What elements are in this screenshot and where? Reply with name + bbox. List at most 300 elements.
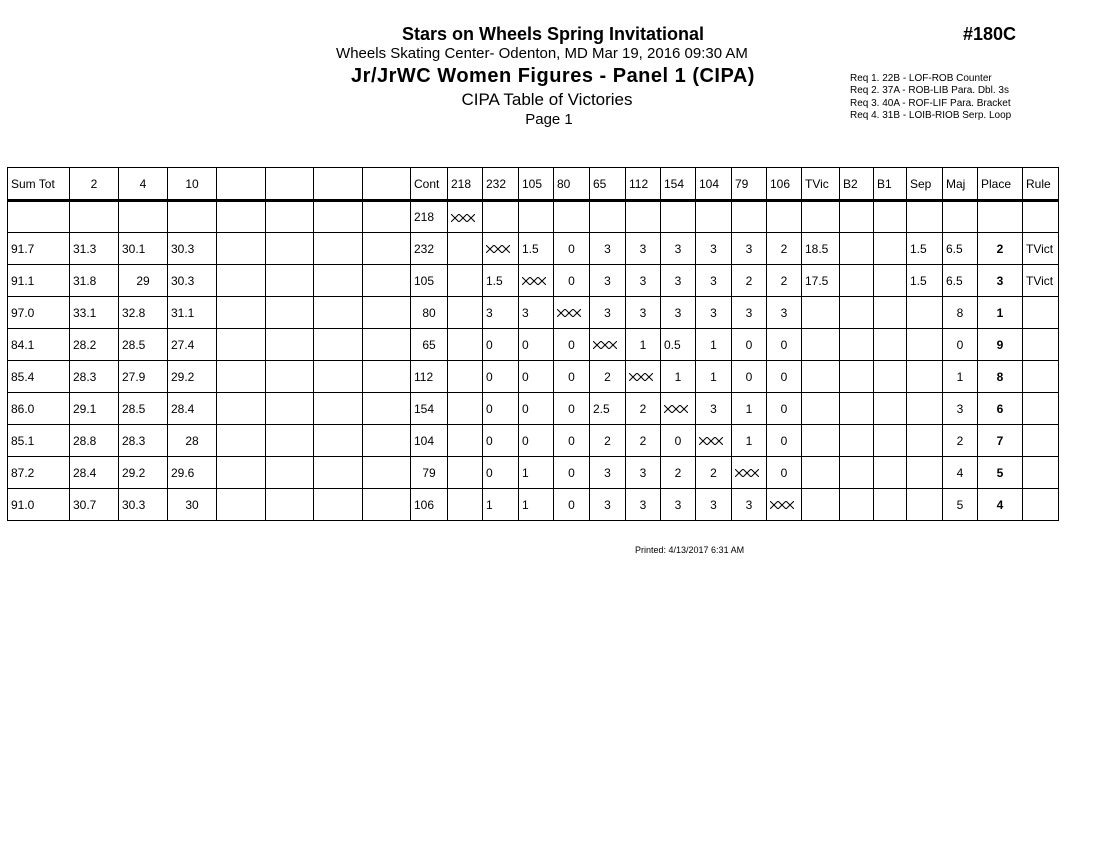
table-cell [363,265,411,297]
column-header: B2 [840,168,874,201]
table-cell [363,233,411,265]
table-cell [696,425,732,457]
self-cross-icon [664,405,688,413]
table-cell: 0 [554,265,590,297]
table-cell: 2 [626,393,661,425]
table-cell: 3 [626,457,661,489]
table-cell: 3 [696,265,732,297]
column-header: 10 [168,168,217,201]
table-cell [314,361,363,393]
table-cell [626,361,661,393]
self-cross-icon [486,245,510,253]
table-cell [767,201,802,233]
table-cell: 2 [943,425,978,457]
table-cell: 28.3 [119,425,168,457]
table-cell: 2 [732,265,767,297]
table-cell: 91.0 [8,489,70,521]
table-row [8,361,1059,393]
table-cell: 86.0 [8,393,70,425]
venue-date-line: Wheels Skating Center- Odenton, MD Mar 19, 2016 09:30 AM [336,45,748,62]
table-cell: 29.1 [70,393,119,425]
table-cell [874,265,907,297]
table-cell [448,201,483,233]
competition-title: Stars on Wheels Spring Invitational [401,24,705,44]
table-cell [314,457,363,489]
column-header: 218 [448,168,483,201]
header-row [8,168,1059,201]
table-cell [590,329,626,361]
table-cell [266,297,314,329]
table-cell [314,425,363,457]
table-cell [1023,457,1059,489]
table-cell: 97.0 [8,297,70,329]
table-cell [448,233,483,265]
table-cell: 0 [732,329,767,361]
table-cell: 0 [519,329,554,361]
table-cell: 0 [554,233,590,265]
table-cell: 6.5 [943,233,978,265]
column-header [266,168,314,201]
table-cell [840,265,874,297]
table-cell [363,201,411,233]
table-cell [874,361,907,393]
table-cell: 1.5 [519,233,554,265]
column-header: 65 [590,168,626,201]
table-cell: 28.4 [168,393,217,425]
table-cell: 3 [590,297,626,329]
table-cell [448,297,483,329]
table-cell [266,201,314,233]
column-header: Cont [411,168,448,201]
column-header: 104 [696,168,732,201]
report-subtitle: CIPA Table of Victories [461,90,633,109]
requirement-item: Req 1. 22B - LOF-ROB Counter [850,73,992,84]
self-cross-icon [770,501,794,509]
table-cell [217,201,266,233]
table-cell: 29 [119,265,168,297]
table-cell [448,265,483,297]
self-cross-icon [593,341,617,349]
table-cell: 1 [943,361,978,393]
table-cell [661,393,696,425]
table-cell: 31.3 [70,233,119,265]
table-cell: 30 [168,489,217,521]
table-cell: 4 [943,457,978,489]
table-cell: 2.5 [590,393,626,425]
table-cell [168,201,217,233]
table-cell: 0 [767,425,802,457]
table-cell: 80 [411,297,448,329]
place-cell: 1 [978,297,1023,329]
table-cell: 154 [411,393,448,425]
table-cell [840,489,874,521]
table-cell: 84.1 [8,329,70,361]
table-cell [119,201,168,233]
table-cell: 30.1 [119,233,168,265]
table-cell: TVict [1023,233,1059,265]
table-cell: 0 [483,457,519,489]
table-cell [874,233,907,265]
table-cell [363,425,411,457]
column-header: B1 [874,168,907,201]
column-header: 80 [554,168,590,201]
table-cell [907,201,943,233]
table-cell: 3 [590,457,626,489]
table-cell: 3 [661,265,696,297]
table-cell [907,457,943,489]
table-cell: 30.3 [119,489,168,521]
table-cell [519,265,554,297]
table-cell [802,361,840,393]
requirements-list [850,73,1011,122]
table-cell [266,457,314,489]
table-cell: 1 [732,425,767,457]
table-cell: 91.7 [8,233,70,265]
column-header [363,168,411,201]
table-cell [8,201,70,233]
table-cell [266,265,314,297]
table-cell: 3 [626,297,661,329]
table-cell: 3 [696,297,732,329]
table-cell [217,393,266,425]
table-cell: 18.5 [802,233,840,265]
table-row [8,297,1059,329]
table-cell [1023,297,1059,329]
table-cell: 0 [732,361,767,393]
table-row [8,457,1059,489]
table-cell [314,201,363,233]
table-cell [266,329,314,361]
table-row [8,425,1059,457]
table-cell: 3 [590,489,626,521]
table-cell: 1.5 [483,265,519,297]
table-cell [554,297,590,329]
place-cell: 5 [978,457,1023,489]
table-cell [266,489,314,521]
column-header: Rule [1023,168,1059,201]
table-cell [448,489,483,521]
table-cell [874,329,907,361]
table-cell: 1 [696,329,732,361]
table-cell: 27.4 [168,329,217,361]
table-cell: 218 [411,201,448,233]
table-cell: 1.5 [907,265,943,297]
table-cell: 3 [590,265,626,297]
column-header: Place [978,168,1023,201]
table-cell [483,233,519,265]
table-cell: 28.5 [119,329,168,361]
table-cell [626,201,661,233]
table-cell: 3 [626,265,661,297]
table-cell [840,201,874,233]
table-cell [907,425,943,457]
table-cell [907,329,943,361]
place-cell: 7 [978,425,1023,457]
table-cell: 28.4 [70,457,119,489]
table-cell [874,297,907,329]
column-header [314,168,363,201]
page-number: Page 1 [525,111,573,128]
place-cell: 6 [978,393,1023,425]
table-cell [802,425,840,457]
table-cell: 3 [696,233,732,265]
table-cell [840,425,874,457]
table-cell: 0 [767,329,802,361]
table-cell: 1 [696,361,732,393]
column-header: Sum Tot [8,168,70,201]
table-cell: 0 [519,393,554,425]
table-cell [217,233,266,265]
table-cell: 29.6 [168,457,217,489]
table-cell [448,329,483,361]
table-cell [1023,329,1059,361]
table-cell: 1 [483,489,519,521]
table-cell [802,457,840,489]
table-cell [217,489,266,521]
table-cell [767,489,802,521]
table-cell [314,297,363,329]
table-cell: 0 [483,361,519,393]
column-header: TVic [802,168,840,201]
table-cell [363,361,411,393]
table-cell [217,457,266,489]
table-cell: 1 [732,393,767,425]
table-cell: 1.5 [907,233,943,265]
table-cell [1023,489,1059,521]
table-cell: 0 [554,489,590,521]
table-cell [314,233,363,265]
table-cell [266,425,314,457]
place-cell [978,201,1023,233]
table-row [8,201,1059,233]
table-cell: 105 [411,265,448,297]
column-header: Sep [907,168,943,201]
table-cell: 0 [519,361,554,393]
table-cell: 32.8 [119,297,168,329]
table-cell: 28.5 [119,393,168,425]
table-cell: 2 [696,457,732,489]
table-cell [907,361,943,393]
table-cell [448,457,483,489]
self-cross-icon [699,437,723,445]
table-cell [943,201,978,233]
table-cell: 3 [767,297,802,329]
table-cell [907,297,943,329]
table-cell [840,393,874,425]
table-cell: 29.2 [119,457,168,489]
table-cell: 30.7 [70,489,119,521]
table-cell [802,393,840,425]
table-cell: 28 [168,425,217,457]
table-cell [802,489,840,521]
table-cell: 1 [661,361,696,393]
table-cell: 0 [554,361,590,393]
table-row [8,329,1059,361]
event-number: #180C [963,24,1017,44]
table-cell: 106 [411,489,448,521]
table-cell [363,457,411,489]
self-cross-icon [451,214,475,222]
table-cell: 30.3 [168,233,217,265]
table-cell [314,489,363,521]
table-cell [1023,361,1059,393]
table-cell: 8 [943,297,978,329]
table-cell [1023,393,1059,425]
table-cell: 17.5 [802,265,840,297]
column-header: 106 [767,168,802,201]
self-cross-icon [522,277,546,285]
table-cell [661,201,696,233]
self-cross-icon [557,309,581,317]
table-cell: 0 [554,329,590,361]
table-cell [840,361,874,393]
table-cell [907,489,943,521]
table-cell: 27.9 [119,361,168,393]
table-cell [696,201,732,233]
table-cell: 3 [732,489,767,521]
table-cell: 1 [626,329,661,361]
table-cell [874,457,907,489]
table-cell: 2 [661,457,696,489]
table-cell [519,201,554,233]
table-cell: 85.1 [8,425,70,457]
place-cell: 8 [978,361,1023,393]
table-cell [266,233,314,265]
table-cell: 112 [411,361,448,393]
table-cell: 2 [590,361,626,393]
printed-timestamp: Printed: 4/13/2017 6:31 AM [635,545,745,555]
table-cell: 28.8 [70,425,119,457]
column-header: 232 [483,168,519,201]
place-cell: 3 [978,265,1023,297]
place-cell: 2 [978,233,1023,265]
table-cell: 30.3 [168,265,217,297]
table-cell: 87.2 [8,457,70,489]
table-cell [217,297,266,329]
table-cell [840,457,874,489]
table-cell: 29.2 [168,361,217,393]
table-cell: 3 [626,233,661,265]
column-header: 154 [661,168,696,201]
table-cell [266,361,314,393]
table-cell [217,265,266,297]
table-cell: 28.2 [70,329,119,361]
table-cell [874,425,907,457]
table-cell: 0 [661,425,696,457]
table-cell [217,329,266,361]
table-cell [1023,201,1059,233]
table-cell: 6.5 [943,265,978,297]
column-header: 79 [732,168,767,201]
requirement-item: Req 4. 31B - LOIB-RIOB Serp. Loop [850,109,1012,121]
table-cell [590,201,626,233]
table-cell [448,425,483,457]
column-header: 112 [626,168,661,201]
event-title: Jr/JrWC Women Figures - Panel 1 (CIPA) [351,65,755,87]
table-cell: 65 [411,329,448,361]
table-cell: 2 [767,233,802,265]
table-cell [840,297,874,329]
self-cross-icon [629,373,653,381]
table-cell [840,233,874,265]
table-cell: 28.3 [70,361,119,393]
table-cell: 0 [483,329,519,361]
table-cell [802,297,840,329]
table-cell [732,201,767,233]
column-header: 4 [119,168,168,201]
table-cell: 33.1 [70,297,119,329]
table-cell [554,201,590,233]
table-cell [802,329,840,361]
table-row [8,233,1059,265]
table-cell [363,297,411,329]
table-cell: 85.4 [8,361,70,393]
table-cell [363,489,411,521]
table-cell [483,201,519,233]
table-cell: 0 [767,361,802,393]
table-of-victories [7,167,1059,521]
column-header: 105 [519,168,554,201]
table-cell [907,393,943,425]
table-cell: 79 [411,457,448,489]
table-cell [840,329,874,361]
table-cell [802,201,840,233]
table-cell: 3 [661,297,696,329]
table-cell: 3 [590,233,626,265]
table-cell: TVict [1023,265,1059,297]
table-cell: 31.8 [70,265,119,297]
table-cell: 31.1 [168,297,217,329]
table-cell: 0 [519,425,554,457]
table-cell: 0 [554,457,590,489]
table-cell: 2 [767,265,802,297]
table-cell [363,393,411,425]
table-cell [314,265,363,297]
table-cell: 0 [554,393,590,425]
table-cell: 5 [943,489,978,521]
table-cell: 3 [661,489,696,521]
table-cell [363,329,411,361]
table-row [8,489,1059,521]
table-cell: 0 [554,425,590,457]
place-cell: 9 [978,329,1023,361]
table-cell [314,393,363,425]
table-cell [448,393,483,425]
table-cell: 0 [943,329,978,361]
table-row [8,265,1059,297]
requirement-item: Req 2. 37A - ROB-LIB Para. Dbl. 3s [850,85,1009,97]
table-cell: 0 [767,457,802,489]
table-cell [1023,425,1059,457]
table-cell: 0 [483,425,519,457]
column-header: 2 [70,168,119,201]
table-cell: 0 [483,393,519,425]
table-cell: 232 [411,233,448,265]
table-cell: 2 [590,425,626,457]
table-cell [217,361,266,393]
table-cell: 104 [411,425,448,457]
table-cell: 1 [519,457,554,489]
table-cell [732,457,767,489]
table-cell [448,361,483,393]
table-cell: 3 [943,393,978,425]
table-cell: 91.1 [8,265,70,297]
table-cell: 3 [661,233,696,265]
table-cell: 3 [519,297,554,329]
table-cell: 3 [626,489,661,521]
table-cell [874,393,907,425]
table-cell [266,393,314,425]
